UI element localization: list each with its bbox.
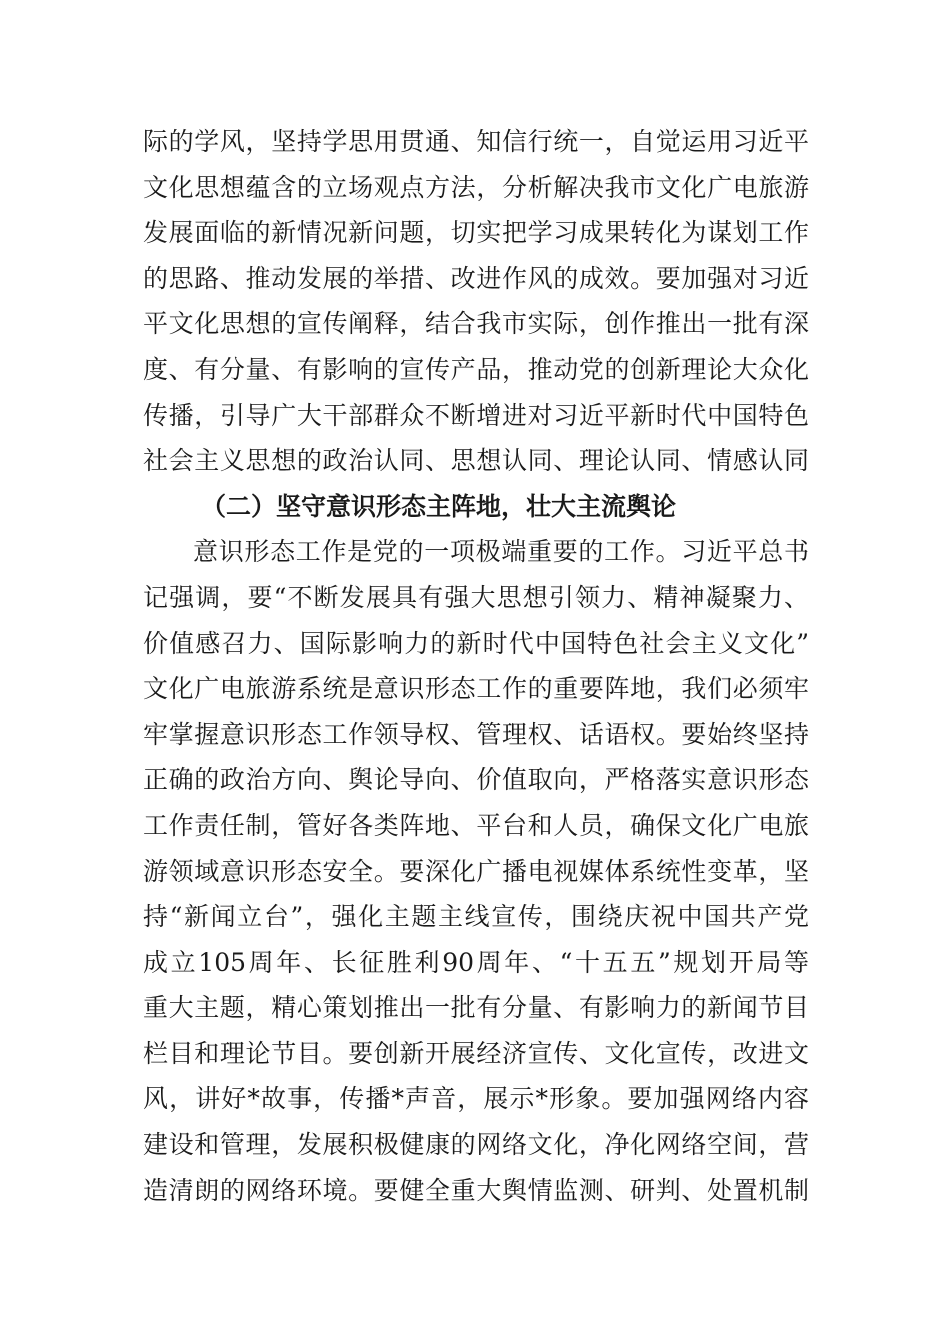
paragraph-line: 平文化思想的宣传阐释，结合我市实际，创作推出一批有深 <box>143 309 809 339</box>
paragraph-line: 发展面临的新情况新问题，切实把学习成果转化为谋划工作 <box>143 218 809 248</box>
paragraph-line: 的思路、推动发展的举措、改进作风的成效。要加强对习近 <box>143 263 809 293</box>
document-body <box>143 119 809 1213</box>
paragraph-line: 正确的政治方向、舆论导向、价值取向，严格落实意识形态 <box>143 765 809 795</box>
paragraph-line: 价值感召力、国际影响力的新时代中国特色社会主义文化” <box>143 628 809 658</box>
paragraph-line: 成立105周年、长征胜利90周年、“十五五”规划开局等 <box>143 947 809 977</box>
paragraph-line: 际的学风，坚持学思用贯通、知信行统一，自觉运用习近平 <box>143 127 809 156</box>
paragraph-line: 重大主题，精心策划推出一批有分量、有影响力的新闻节目 <box>143 993 809 1023</box>
paragraph-line: 建设和管理，发展积极健康的网络文化，净化网络空间，营 <box>143 1130 809 1160</box>
paragraph-line: 社会主义思想的政治认同、思想认同、理论认同、情感认同 <box>143 446 809 476</box>
paragraph-line: 度、有分量、有影响的宣传产品，推动党的创新理论大众化 <box>143 354 809 384</box>
paragraph-line: 文化思想蕴含的立场观点方法，分析解决我市文化广电旅游 <box>143 172 809 202</box>
paragraph-line: 工作责任制，管好各类阵地、平台和人员，确保文化广电旅 <box>143 810 809 840</box>
paragraph-line: 栏目和理论节目。要创新开展经济宣传、文化宣传，改进文 <box>143 1038 809 1068</box>
paragraph-line: 传播，引导广大干部群众不断增进对习近平新时代中国特色 <box>143 400 809 430</box>
paragraph-line: 牢掌握意识形态工作领导权、管理权、话语权。要始终坚持 <box>143 719 809 749</box>
paragraph-line: 文化广电旅游系统是意识形态工作的重要阵地，我们必须牢 <box>143 674 809 704</box>
paragraph-line: 意识形态工作是党的一项极端重要的工作。习近平总书 <box>193 537 809 567</box>
paragraph-line: 游领域意识形态安全。要深化广播电视媒体系统性变革，坚 <box>143 856 809 886</box>
paragraph-line: 风，讲好*故事，传播*声音，展示*形象。要加强网络内容 <box>143 1084 809 1114</box>
paragraph-line: 造清朗的网络环境。要健全重大舆情监测、研判、处置机制 <box>143 1175 809 1205</box>
paragraph-line: 持“新闻立台”，强化主题主线宣传，围绕庆祝中国共产党 <box>143 902 809 932</box>
section-heading: （二）坚守意识形态主阵地，壮大主流舆论 <box>201 491 677 521</box>
paragraph-line: 记强调，要“不断发展具有强大思想引领力、精神凝聚力、 <box>143 582 809 612</box>
